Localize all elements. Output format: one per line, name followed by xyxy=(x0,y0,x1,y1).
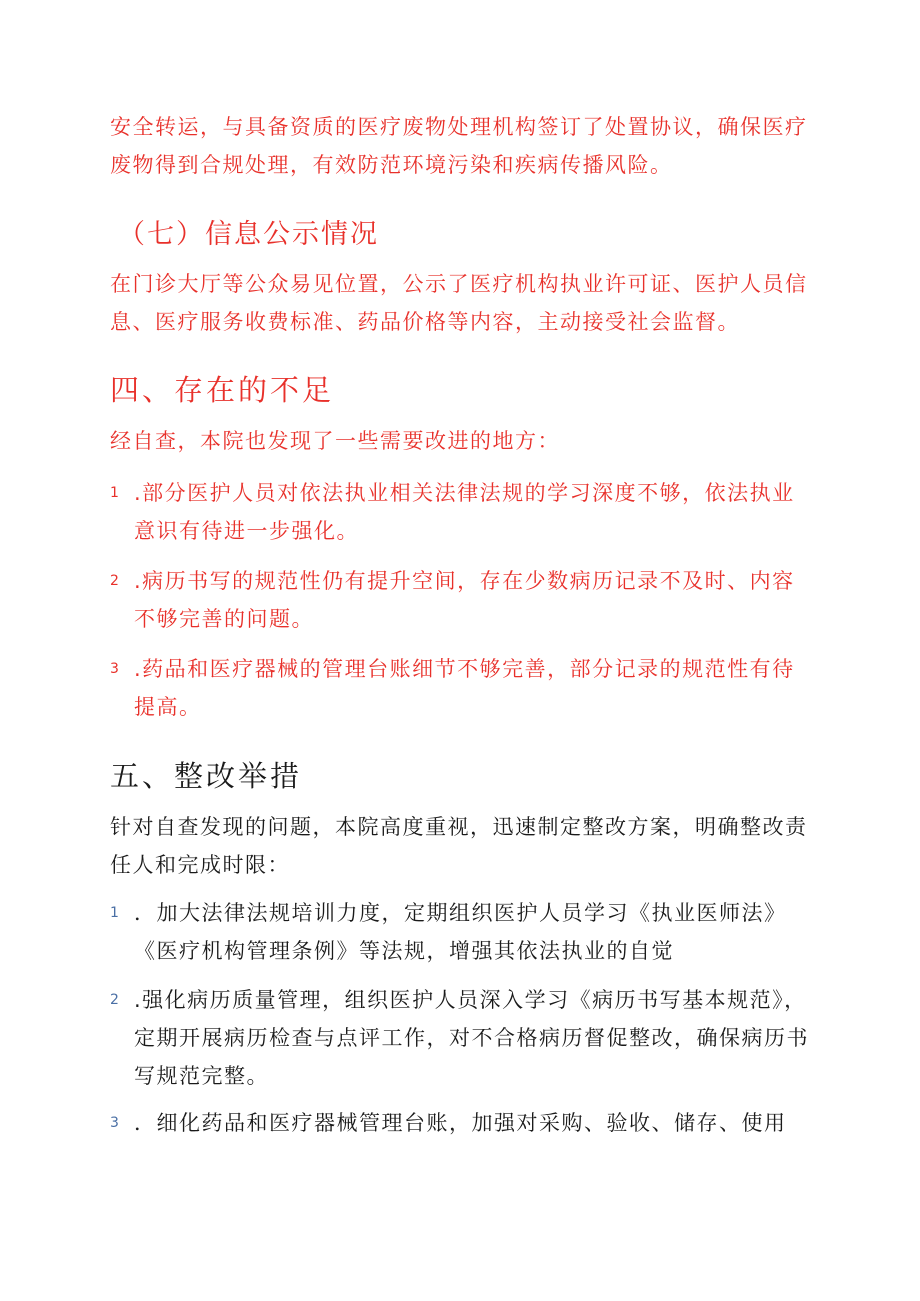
list-item-measure-1 xyxy=(110,894,810,970)
list-text: .药品和医疗器械的管理台账细节不够完善，部分记录的规范性有待提高。 xyxy=(134,657,795,719)
heading-shortcomings: 四、存在的不足 xyxy=(110,373,335,407)
list-item-shortcoming-1 xyxy=(110,474,810,550)
list-text: .病历书写的规范性仍有提升空间，存在少数病历记录不及时、内容不够完善的问题。 xyxy=(134,569,795,631)
list-text: ．加大法律法规培训力度，定期组织医护人员学习《执业医师法》《医疗机构管理条例》等法规，增强其依法执业的自觉 xyxy=(134,901,787,963)
paragraph-medical-waste: 安全转运，与具备资质的医疗废物处理机构签订了处置协议，确保医疗废物得到合规处理，有效防范环境污染和疾病传播风险。 xyxy=(110,115,808,177)
paragraph-rectification-intro: 针对自查发现的问题，本院高度重视，迅速制定整改方案，明确整改责任人和完成时限： xyxy=(110,815,808,877)
paragraph-shortcomings-intro: 经自查，本院也发现了一些需要改进的地方： xyxy=(110,429,560,453)
list-number: 3 xyxy=(110,1115,121,1131)
list-item-measure-3 xyxy=(110,1104,810,1142)
list-number: 3 xyxy=(110,661,121,677)
list-number: 2 xyxy=(110,573,121,589)
paragraph-info-disclosure: 在门诊大厅等公众易见位置，公示了医疗机构执业许可证、医护人员信息、医疗服务收费标准、药品价格等内容，主动接受社会监督。 xyxy=(110,272,808,334)
list-item-shortcoming-2 xyxy=(110,562,810,638)
list-text: .部分医护人员对依法执业相关法律法规的学习深度不够，依法执业意识有待进一步强化。 xyxy=(134,481,795,543)
subheading-info-disclosure: （七）信息公示情况 xyxy=(118,219,379,250)
list-number: 1 xyxy=(110,905,121,921)
list-text: .强化病历质量管理，组织医护人员深入学习《病历书写基本规范》，定期开展病历检查与点评工作，对不合格病历督促整改，确保病历书写规范完整。 xyxy=(134,988,809,1088)
list-item-shortcoming-3 xyxy=(110,650,810,726)
list-number: 1 xyxy=(110,485,121,501)
list-number: 2 xyxy=(110,992,121,1008)
list-item-measure-2 xyxy=(110,981,810,1095)
list-text: ．细化药品和医疗器械管理台账，加强对采购、验收、储存、使用 xyxy=(134,1111,787,1135)
heading-rectification: 五、整改举措 xyxy=(110,759,303,793)
